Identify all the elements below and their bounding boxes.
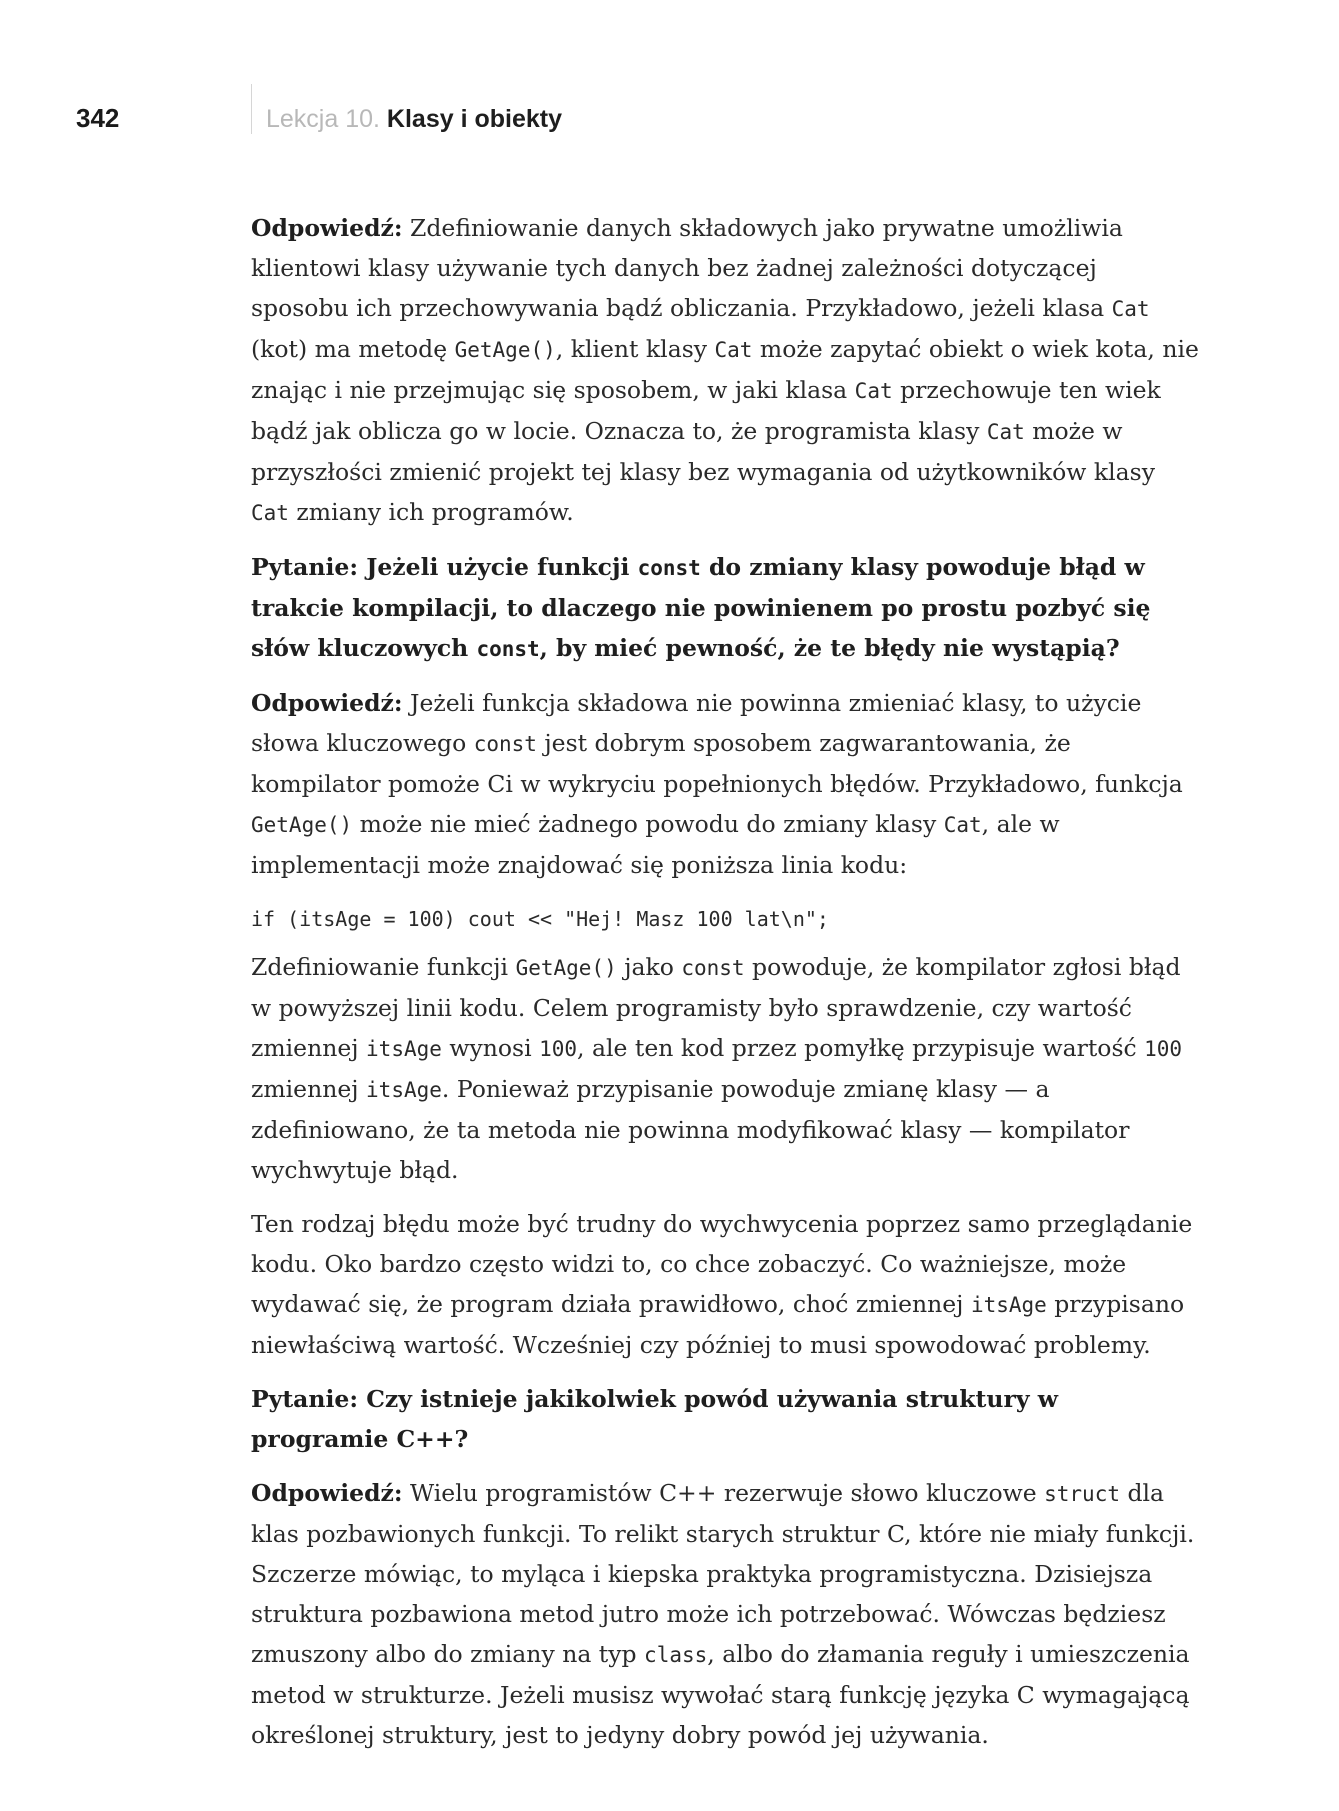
inline-code: Cat (854, 379, 893, 403)
body-paragraph-4 (251, 1204, 1199, 1365)
text: Wielu programistów C++ rezerwuje słowo kluczowe (402, 1479, 1045, 1507)
question-paragraph-1 (251, 547, 1199, 669)
inline-code: itsAge (970, 1293, 1047, 1317)
running-head (266, 101, 562, 137)
text: wynosi (441, 1034, 540, 1062)
inline-code: GetAge() (454, 338, 556, 362)
text: , ale ten kod przez pomyłkę przypisuje wartość (577, 1034, 1145, 1062)
chapter-title: Klasy i obiekty (386, 105, 562, 133)
inline-code: GetAge() (251, 813, 353, 837)
inline-code: Cat (986, 420, 1025, 444)
text: może w przyszłości zmienić projekt tej klasy bez wymagania od użytkowników klasy (251, 417, 1155, 486)
inline-code: Cat (714, 338, 753, 362)
text: Ten rodzaj błędu może być trudny do wychwycenia poprzez samo przeglądanie kodu. Oko bardzo często widzi to, co chce zobaczyć. Co ważniejsze, może wydawać się, że program działa prawidłowo, choć zmiennej (251, 1210, 1193, 1318)
text: Pytanie: Jeżeli użycie funkcji (251, 553, 638, 581)
text: jest dobrym sposobem zagwarantowania, że kompilator pomoże Ci w wykryciu popełnionych błędów. Przykładowo, funkcja (251, 729, 1183, 798)
body-paragraph-3 (251, 947, 1199, 1190)
inline-code: itsAge (366, 1037, 442, 1061)
text: , ale w implementacji może znajdować się poniższa linia kodu: (251, 810, 1060, 879)
text: , by mieć pewność, że te błędy nie wystąpią? (539, 634, 1120, 662)
answer-label: Odpowiedź: (251, 1479, 403, 1507)
inline-code: const (681, 956, 745, 980)
answer-paragraph-3 (251, 1473, 1199, 1755)
page-number: 342 (76, 103, 120, 133)
code-listing: if (itsAge = 100) cout << "Hej! Masz 100 lat\n"; (251, 907, 829, 931)
text: zmiennej (251, 1075, 367, 1103)
text: dla klas pozbawionych funkcji. To relikt starych struktur C, które nie miały funkcji. Szczerze mówiąc, to myląca i kiepska praktyka programistyczna. Dzisiejsza struktura pozbawiona metod jutro może ich potrzebować. Wówczas będziesz zmuszony albo do zmiany na typ (251, 1479, 1195, 1668)
text: , albo do złamania reguły i umieszczenia metod w strukturze. Jeżeli musisz wywołać starą funkcję języka C wymagającą określonej struktury, jest to jedyny dobry powód jej używania. (251, 1640, 1190, 1749)
text: Zdefiniowanie danych składowych jako prywatne umożliwia klientowi klasy używanie tych danych bez żadnej zależności dotyczącej sposobu ich przechowywania bądź obliczania. Przykładowo, jeżeli klasa (251, 214, 1123, 322)
text: jako (616, 953, 682, 981)
text: (kot) ma metodę (251, 335, 455, 363)
answer-label: Odpowiedź: (251, 689, 403, 717)
inline-code: Cat (943, 813, 982, 837)
inline-code: class (644, 1643, 708, 1667)
text: do zmiany klasy powoduje błąd w trakcie kompilacji, to dlaczego nie powinienem po prostu pozbyć się słów kluczowych (251, 553, 1151, 662)
page-body (251, 208, 1199, 1769)
text: Jeżeli funkcja składowa nie powinna zmieniać klasy, to użycie słowa kluczowego (251, 689, 1142, 757)
inline-code: 100 (539, 1037, 578, 1061)
inline-code: Cat (251, 501, 289, 525)
lesson-label: Lekcja 10. (266, 105, 380, 133)
inline-code: 100 (1144, 1037, 1183, 1061)
inline-code: itsAge (366, 1078, 442, 1102)
inline-code: const (473, 732, 537, 756)
answer-paragraph-2 (251, 683, 1199, 885)
question-paragraph-2 (251, 1379, 1199, 1459)
inline-code: GetAge() (515, 956, 617, 980)
text: Pytanie: Czy istnieje jakikolwiek powód używania struktury w programie C++? (251, 1385, 1058, 1453)
inline-code: const (476, 637, 540, 661)
inline-code: Cat (1111, 297, 1150, 321)
text: może nie mieć żadnego powodu do zmiany klasy (352, 810, 944, 838)
text: przypisano niewłaściwą wartość. Wcześniej czy później to musi spowodować problemy. (251, 1290, 1185, 1359)
text: Zdefiniowanie funkcji (251, 953, 516, 981)
text: powoduje, że kompilator zgłosi błąd w powyższej linii kodu. Celem programisty było sprawdzenie, czy wartość zmiennej (251, 953, 1181, 1062)
text: może zapytać obiekt o wiek kota, nie znając i nie przejmując się sposobem, w jaki klasa (251, 335, 1199, 404)
inline-code: struct (1044, 1482, 1120, 1506)
text: zmiany ich programów. (288, 498, 574, 526)
text: . Ponieważ przypisanie powoduje zmianę klasy — a zdefiniowano, że ta metoda nie powinna modyfikować klasy — kompilator wychwytuje błąd. (251, 1075, 1130, 1184)
text: przechowuje ten wiek bądź jak oblicza go w locie. Oznacza to, że programista klasy (251, 376, 1161, 445)
header-divider (251, 84, 252, 134)
inline-code: const (637, 556, 701, 580)
text: , klient klasy (555, 335, 715, 363)
answer-paragraph-1 (251, 208, 1199, 533)
answer-label: Odpowiedź: (251, 214, 403, 242)
